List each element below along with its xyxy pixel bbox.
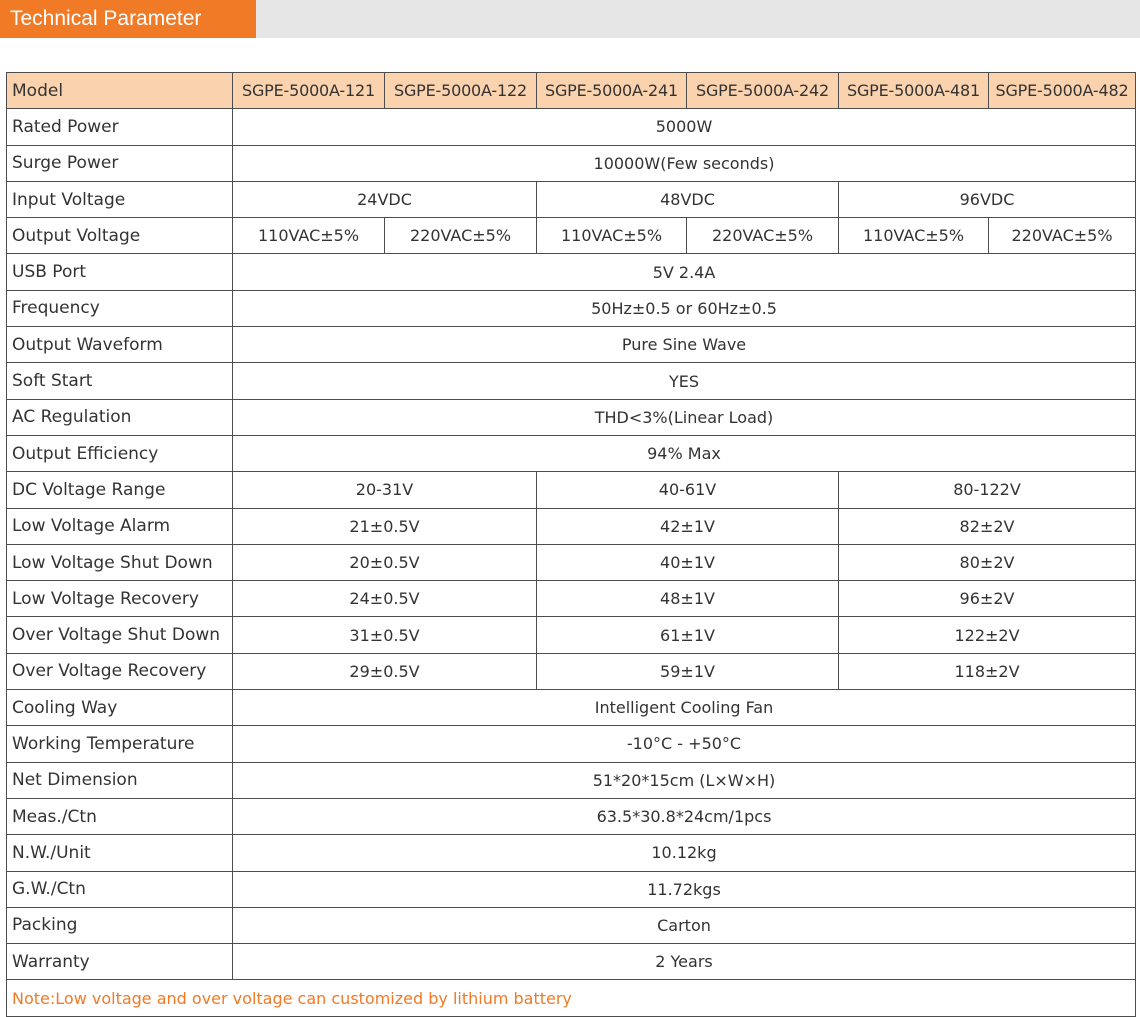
- spec-label: Working Temperature: [7, 726, 233, 762]
- section-title: Technical Parameter: [0, 0, 256, 38]
- spec-label: N.W./Unit: [7, 835, 233, 871]
- spec-label: Low Voltage Shut Down: [7, 544, 233, 580]
- spec-value: 29±0.5V: [233, 653, 537, 689]
- spec-value: 24VDC: [233, 181, 537, 217]
- spec-value: 24±0.5V: [233, 581, 537, 617]
- spec-label: Output Voltage: [7, 218, 233, 254]
- spec-value: 110VAC±5%: [839, 218, 989, 254]
- spec-label: Input Voltage: [7, 181, 233, 217]
- spec-value: 122±2V: [839, 617, 1136, 653]
- spec-value: 63.5*30.8*24cm/1pcs: [233, 798, 1136, 834]
- spec-row: [7, 435, 1136, 471]
- spec-value: 40-61V: [537, 472, 839, 508]
- spec-value: 40±1V: [537, 544, 839, 580]
- spec-label: AC Regulation: [7, 399, 233, 435]
- spec-row: [7, 907, 1136, 943]
- spec-row: [7, 181, 1136, 217]
- spec-value: 48VDC: [537, 181, 839, 217]
- spec-value: 20-31V: [233, 472, 537, 508]
- spec-row: [7, 798, 1136, 834]
- spec-value: 82±2V: [839, 508, 1136, 544]
- spec-value: 59±1V: [537, 653, 839, 689]
- spec-value: 11.72kgs: [233, 871, 1136, 907]
- spec-label: Cooling Way: [7, 690, 233, 726]
- spec-value: 10.12kg: [233, 835, 1136, 871]
- spec-label: Frequency: [7, 290, 233, 326]
- spec-row: [7, 218, 1136, 254]
- spec-label: Warranty: [7, 944, 233, 980]
- spec-value: 48±1V: [537, 581, 839, 617]
- spec-label: Output Efficiency: [7, 435, 233, 471]
- model-cell: SGPE-5000A-481: [839, 73, 989, 109]
- model-label: Model: [7, 73, 233, 109]
- spec-row: [7, 363, 1136, 399]
- model-cell: SGPE-5000A-482: [989, 73, 1136, 109]
- spec-row: [7, 581, 1136, 617]
- spec-label: Over Voltage Recovery: [7, 653, 233, 689]
- spec-label: Low Voltage Alarm: [7, 508, 233, 544]
- spec-value: 80-122V: [839, 472, 1136, 508]
- spec-label: Soft Start: [7, 363, 233, 399]
- spec-value: 42±1V: [537, 508, 839, 544]
- spec-value: -10°C - +50°C: [233, 726, 1136, 762]
- spec-value: 21±0.5V: [233, 508, 537, 544]
- spec-value: 2 Years: [233, 944, 1136, 980]
- spec-row: [7, 290, 1136, 326]
- spec-value: 61±1V: [537, 617, 839, 653]
- spec-value: 110VAC±5%: [537, 218, 687, 254]
- spec-label: Low Voltage Recovery: [7, 581, 233, 617]
- spec-table-body: [7, 73, 1136, 1017]
- spec-row: [7, 762, 1136, 798]
- spec-value: 20±0.5V: [233, 544, 537, 580]
- spec-value: 5000W: [233, 109, 1136, 145]
- spec-value: 94% Max: [233, 435, 1136, 471]
- spec-value: 118±2V: [839, 653, 1136, 689]
- spec-row: [7, 145, 1136, 181]
- spec-row: [7, 109, 1136, 145]
- spec-row: [7, 835, 1136, 871]
- spec-value: 220VAC±5%: [687, 218, 839, 254]
- spec-row: [7, 944, 1136, 980]
- spec-label: Packing: [7, 907, 233, 943]
- spec-label: Rated Power: [7, 109, 233, 145]
- spec-value: 10000W(Few seconds): [233, 145, 1136, 181]
- spec-label: DC Voltage Range: [7, 472, 233, 508]
- spec-value: 110VAC±5%: [233, 218, 385, 254]
- spec-label: Over Voltage Shut Down: [7, 617, 233, 653]
- spec-row: [7, 726, 1136, 762]
- model-cell: SGPE-5000A-122: [385, 73, 537, 109]
- spec-row: [7, 254, 1136, 290]
- spec-value: 50Hz±0.5 or 60Hz±0.5: [233, 290, 1136, 326]
- spec-label: Meas./Ctn: [7, 798, 233, 834]
- model-cell: SGPE-5000A-121: [233, 73, 385, 109]
- spec-value: 31±0.5V: [233, 617, 537, 653]
- spec-value: 51*20*15cm (L×W×H): [233, 762, 1136, 798]
- spec-value: YES: [233, 363, 1136, 399]
- spec-value: Pure Sine Wave: [233, 327, 1136, 363]
- spec-label: USB Port: [7, 254, 233, 290]
- spec-label: Surge Power: [7, 145, 233, 181]
- spec-value: 96VDC: [839, 181, 1136, 217]
- spec-value: 220VAC±5%: [385, 218, 537, 254]
- spec-row: [7, 508, 1136, 544]
- spec-value: 96±2V: [839, 581, 1136, 617]
- spec-table: [6, 72, 1136, 1017]
- spec-value: Intelligent Cooling Fan: [233, 690, 1136, 726]
- spec-row: [7, 472, 1136, 508]
- spec-row: [7, 871, 1136, 907]
- spec-row: [7, 617, 1136, 653]
- spec-row: [7, 653, 1136, 689]
- spec-row: [7, 399, 1136, 435]
- spec-value: 220VAC±5%: [989, 218, 1136, 254]
- spec-label: Net Dimension: [7, 762, 233, 798]
- spec-value: 5V 2.4A: [233, 254, 1136, 290]
- model-header-row: [7, 73, 1136, 109]
- spec-label: G.W./Ctn: [7, 871, 233, 907]
- note-row: [7, 980, 1136, 1016]
- spec-row: [7, 690, 1136, 726]
- spec-row: [7, 544, 1136, 580]
- spec-value: Carton: [233, 907, 1136, 943]
- table-note: Note:Low voltage and over voltage can customized by lithium battery: [7, 980, 1136, 1016]
- model-cell: SGPE-5000A-242: [687, 73, 839, 109]
- spec-label: Output Waveform: [7, 327, 233, 363]
- spec-row: [7, 327, 1136, 363]
- spec-value: THD<3%(Linear Load): [233, 399, 1136, 435]
- spec-value: 80±2V: [839, 544, 1136, 580]
- model-cell: SGPE-5000A-241: [537, 73, 687, 109]
